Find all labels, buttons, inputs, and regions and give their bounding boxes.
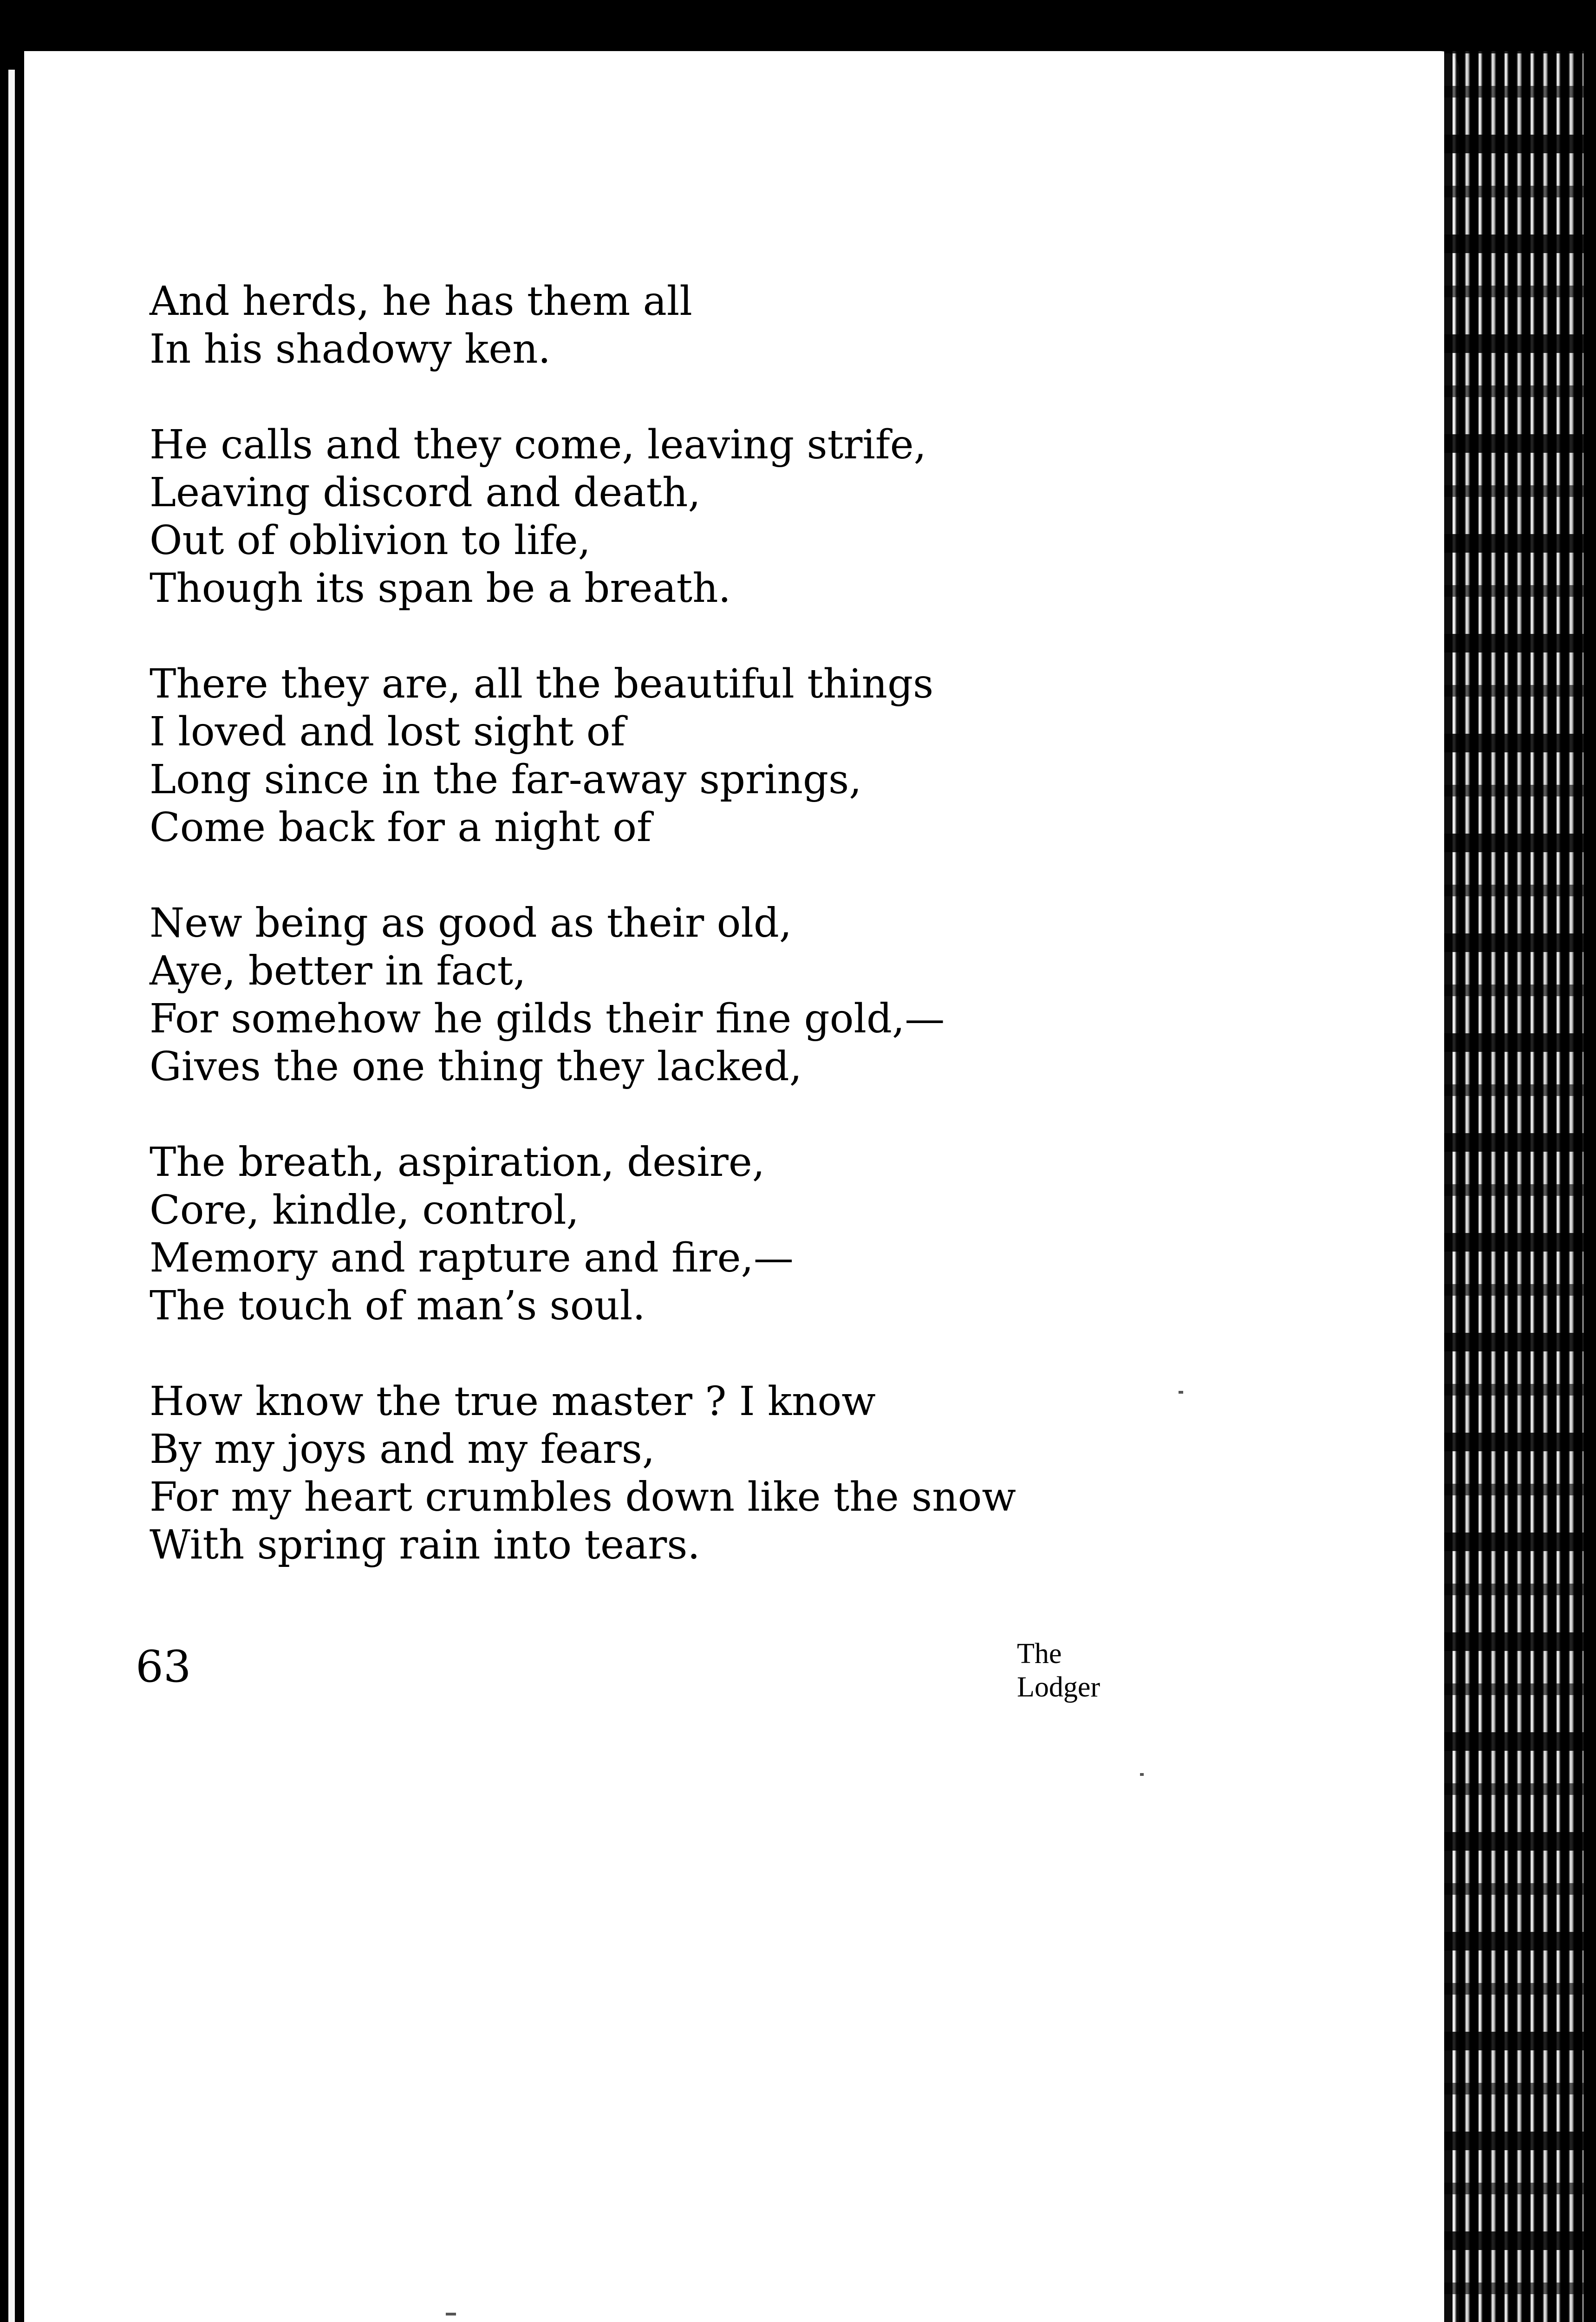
poem-line: The touch of man’s soul. xyxy=(150,1283,645,1329)
poem-line: New being as good as their old, xyxy=(150,900,792,946)
page-edges-shadow xyxy=(1444,51,1583,2322)
page-number: 63 xyxy=(136,1642,191,1692)
stanza xyxy=(150,660,1403,852)
poem-line: In his shadowy ken. xyxy=(150,326,551,372)
stanza xyxy=(150,900,1403,1091)
poem-line: For somehow he gilds their fine gold,— xyxy=(150,996,945,1042)
stanza xyxy=(150,421,1403,613)
scan-speck xyxy=(1140,1773,1144,1776)
scan-speck xyxy=(446,2313,456,2315)
poem-line: I loved and lost sight of xyxy=(150,709,625,755)
poem-line: Memory and rapture and fire,— xyxy=(150,1235,794,1281)
poem-line: Aye, better in fact, xyxy=(150,948,526,994)
poem-line: For my heart crumbles down like the snow xyxy=(150,1474,1016,1520)
left-margin-rule xyxy=(8,70,15,2322)
poem-text xyxy=(150,278,1403,1617)
stanza xyxy=(150,1378,1403,1569)
poem-line: The breath, aspiration, desire, xyxy=(150,1139,765,1186)
poem-line: Though its span be a breath. xyxy=(150,565,731,612)
poem-line: With spring rain into tears. xyxy=(150,1522,700,1568)
poem-line: Out of oblivion to life, xyxy=(150,517,591,564)
poem-line: Leaving discord and death, xyxy=(150,470,701,516)
stanza xyxy=(150,1139,1403,1330)
poem-line: There they are, all the beautiful things xyxy=(150,661,934,707)
poem-line: How know the true master ? I know xyxy=(150,1378,876,1425)
poem-line: He calls and they come, leaving strife, xyxy=(150,422,926,468)
scan-speck xyxy=(1179,1391,1183,1394)
stanza xyxy=(150,278,1403,373)
poem-line: And herds, he has them all xyxy=(150,278,692,325)
poem-line: Long since in the far-away springs, xyxy=(150,757,862,803)
running-title xyxy=(1017,1637,1100,1704)
running-title-line: The xyxy=(1017,1638,1062,1670)
poem-line: Core, kindle, control, xyxy=(150,1187,580,1233)
poem-line: By my joys and my fears, xyxy=(150,1426,655,1473)
poem-line: Come back for a night of xyxy=(150,804,651,851)
running-title-line: Lodger xyxy=(1017,1671,1101,1703)
poem-line: Gives the one thing they lacked, xyxy=(150,1044,802,1090)
